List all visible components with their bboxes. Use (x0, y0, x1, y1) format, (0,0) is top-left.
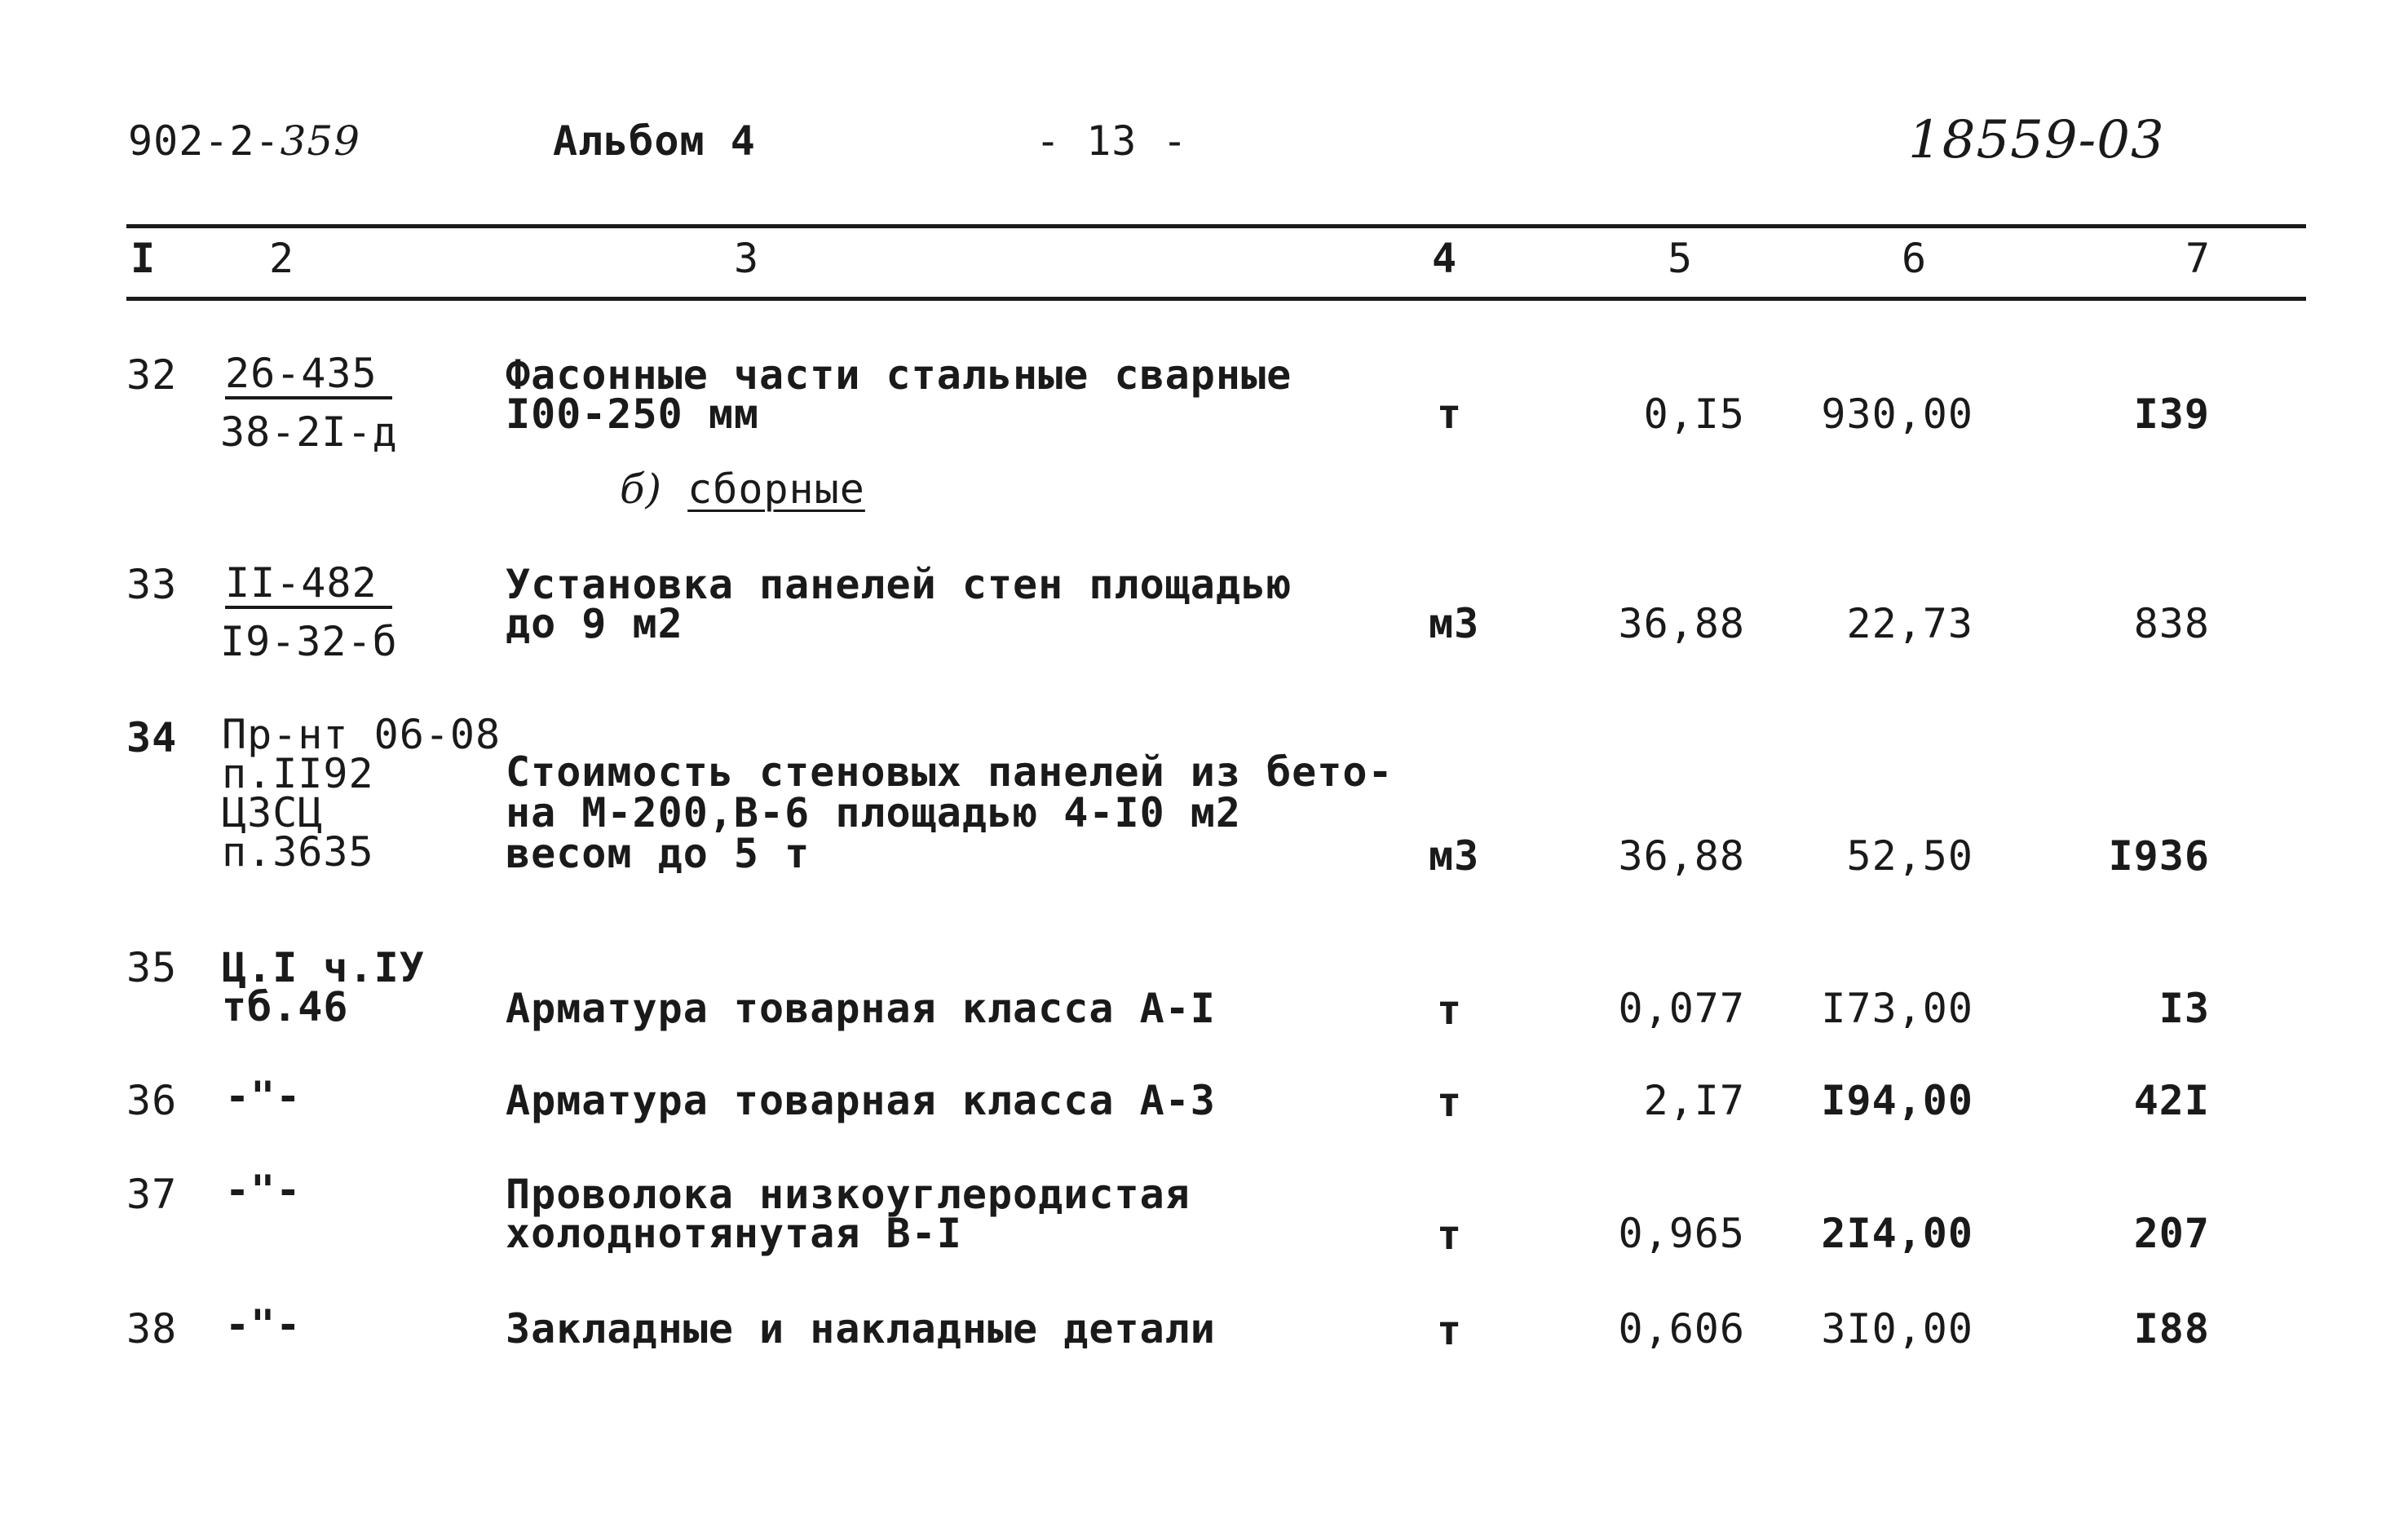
quantity: 0,965 (1618, 1210, 1745, 1257)
album-label: Альбом 4 (553, 117, 756, 165)
document-number-handwritten: 359 (280, 117, 361, 165)
ditto-mark: -"- (225, 1301, 302, 1348)
fraction-line (225, 606, 392, 609)
quantity: 36,88 (1618, 600, 1745, 647)
description-line: I00-250 мм (506, 391, 760, 438)
description-line: Арматура товарная класса А-I (506, 985, 1216, 1032)
column-header-5: 5 (1668, 235, 1694, 282)
unit-price: I94,00 (1821, 1077, 1973, 1124)
fraction-line (225, 396, 392, 399)
column-header-4: 4 (1432, 235, 1458, 282)
quantity: 0,077 (1618, 985, 1745, 1032)
ref-denominator: 38-2I-д (220, 408, 398, 456)
unit-price: 930,00 (1821, 391, 1973, 438)
unit: м3 (1429, 832, 1480, 880)
unit: м3 (1429, 600, 1480, 647)
unit-price: 22,73 (1846, 600, 1973, 647)
ref-line: п.3635 (222, 828, 374, 876)
unit: т (1437, 1307, 1463, 1354)
total-cost: I936 (2108, 832, 2210, 880)
total-cost: I39 (2133, 391, 2210, 438)
column-header-6: 6 (1902, 235, 1928, 282)
ref-line: Пр-нт 06-08 (222, 711, 501, 758)
description-line: на М-200,В-6 площадью 4-I0 м2 (506, 789, 1241, 836)
ref-numerator: II-482 (225, 559, 378, 607)
row-number: 32 (126, 351, 178, 399)
ref-denominator: I9-32-б (220, 618, 398, 665)
unit: т (1437, 1079, 1463, 1126)
column-header-3: 3 (734, 235, 760, 282)
description-line: Арматура товарная класса А-3 (506, 1077, 1216, 1124)
section-note (620, 466, 865, 513)
description-line: Установка панелей стен площадью (506, 561, 1292, 608)
quantity: 0,606 (1618, 1305, 1745, 1352)
section-note-title: сборные (687, 466, 865, 513)
total-cost: 207 (2133, 1210, 2210, 1257)
ref-line: п.II92 (222, 750, 374, 797)
description-line: Закладные и накладные детали (506, 1305, 1216, 1352)
description-line: Фасонные части стальные сварные (506, 351, 1292, 399)
ref-line: ЦЗСЦ (222, 789, 324, 836)
total-cost: I3 (2158, 985, 2210, 1032)
quantity: 36,88 (1618, 832, 1745, 880)
total-cost: 838 (2133, 600, 2210, 647)
description-line: весом до 5 т (506, 830, 811, 877)
column-header-1: I (130, 235, 157, 282)
description-line: до 9 м2 (506, 600, 683, 647)
unit: т (1437, 391, 1463, 438)
handwritten-code: 18559-03 (1908, 110, 2165, 170)
header-bottom-rule (126, 297, 2306, 301)
unit: т (1437, 986, 1463, 1034)
unit-price: 52,50 (1846, 832, 1973, 880)
page-number: - 13 - (1036, 117, 1188, 165)
row-number: 38 (126, 1305, 178, 1352)
ref-numerator: 26-435 (225, 350, 378, 397)
column-header-2: 2 (269, 235, 295, 282)
unit: т (1437, 1211, 1463, 1259)
row-number: 35 (126, 944, 178, 991)
document-number-prefix: 902-2- (128, 117, 281, 165)
description-line: Стоимость стеновых панелей из бето- (506, 748, 1394, 796)
quantity: 0,I5 (1643, 391, 1745, 438)
total-cost: 42I (2133, 1077, 2210, 1124)
ditto-mark: -"- (225, 1167, 302, 1214)
unit-price: 3I0,00 (1821, 1305, 1973, 1352)
unit-price: 2I4,00 (1821, 1210, 1973, 1257)
section-note-prefix: б) (620, 466, 663, 513)
row-number: 33 (126, 561, 178, 608)
total-cost: I88 (2133, 1305, 2210, 1352)
column-header-7: 7 (2185, 235, 2211, 282)
description-line: Проволока низкоуглеродистая (506, 1171, 1191, 1218)
unit-price: I73,00 (1821, 985, 1973, 1032)
quantity: 2,I7 (1643, 1077, 1745, 1124)
ditto-mark: -"- (225, 1073, 302, 1120)
ref-line: Ц.I ч.IУ (222, 944, 425, 991)
document-number (128, 117, 361, 165)
row-number: 34 (126, 714, 178, 761)
ref-line: тб.46 (222, 983, 349, 1030)
header-top-rule (126, 224, 2306, 228)
description-line: холоднотянутая В-I (506, 1210, 962, 1257)
row-number: 37 (126, 1171, 178, 1218)
row-number: 36 (126, 1077, 178, 1124)
